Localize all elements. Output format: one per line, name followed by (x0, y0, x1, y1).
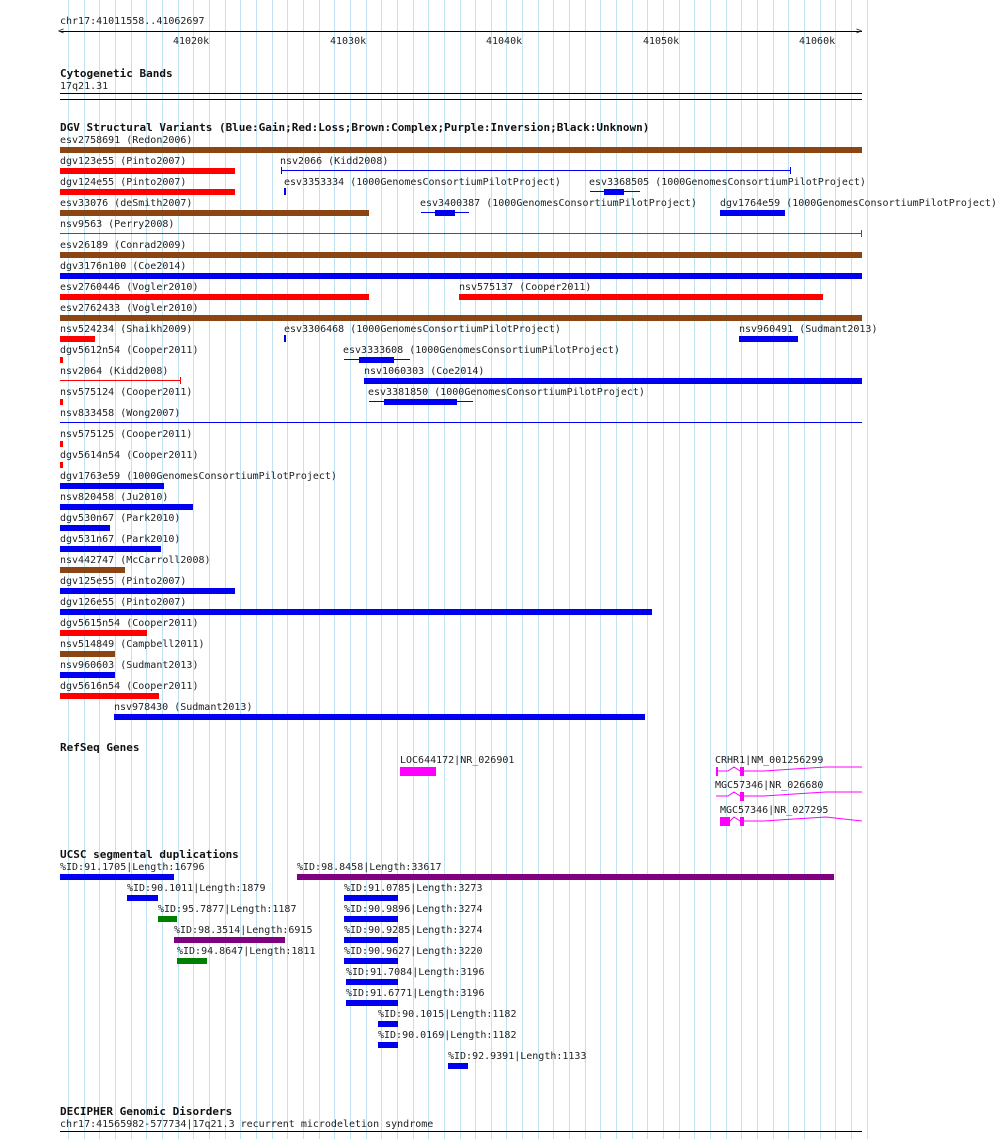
variant-label: nsv514849 (Campbell2011) (60, 639, 205, 650)
gene-intron-path (720, 815, 862, 829)
ruler-tick-label: 41050k (643, 36, 680, 47)
variant-label: esv2762433 (Vogler2010) (60, 303, 199, 314)
segdup-bar[interactable] (344, 937, 398, 943)
refseq-track-title[interactable]: RefSeq Genes (60, 741, 140, 754)
variant-label: esv3368505 (1000GenomesConsortiumPilotProject) (589, 177, 866, 188)
segdup-label: %ID:91.6771|Length:3196 (346, 988, 485, 999)
variant-bar[interactable] (284, 188, 286, 195)
variant-bar[interactable] (60, 273, 862, 279)
variant-label: dgv5616n54 (Cooper2011) (60, 681, 199, 692)
variant-label: dgv5614n54 (Cooper2011) (60, 450, 199, 461)
variant-label: esv3333608 (1000GenomesConsortiumPilotProject) (343, 345, 620, 356)
segdup-bar[interactable] (174, 937, 285, 943)
variant-bar[interactable] (60, 399, 63, 405)
gene-intron-path (716, 790, 862, 804)
decipher-label: chr17:41565982-577734|17q21.3 recurrent microdeletion syndrome (60, 1119, 434, 1130)
variant-bar[interactable] (60, 630, 147, 636)
grid-line (835, 0, 836, 1139)
variant-label: dgv530n67 (Park2010) (60, 513, 181, 524)
variant-line-end (861, 230, 862, 237)
variant-bar[interactable] (60, 546, 161, 552)
segdup-bar[interactable] (344, 958, 398, 964)
segdup-label: %ID:90.1011|Length:1879 (127, 883, 266, 894)
segdup-track-title[interactable]: UCSC segmental duplications (60, 848, 239, 861)
variant-label: esv3381850 (1000GenomesConsortiumPilotProject) (368, 387, 645, 398)
segdup-bar[interactable] (158, 916, 177, 922)
variant-bar[interactable] (60, 651, 115, 657)
segdup-bar[interactable] (127, 895, 158, 901)
variant-bar[interactable] (60, 294, 369, 300)
grid-line (851, 0, 852, 1139)
segdup-label: %ID:92.9391|Length:1133 (448, 1051, 587, 1062)
segdup-bar[interactable] (378, 1021, 398, 1027)
grid-line (820, 0, 821, 1139)
segdup-bar[interactable] (177, 958, 207, 964)
variant-label: nsv2064 (Kidd2008) (60, 366, 169, 377)
variant-line[interactable] (281, 170, 791, 171)
variant-label: esv3353334 (1000GenomesConsortiumPilotProject) (284, 177, 561, 188)
variant-bar[interactable] (60, 252, 862, 258)
variant-bar[interactable] (60, 483, 164, 489)
variant-bar[interactable] (60, 588, 235, 594)
variant-bar[interactable] (60, 147, 862, 153)
cytoband-line (60, 99, 862, 100)
grid-line (867, 0, 868, 1139)
segdup-label: %ID:90.9285|Length:3274 (344, 925, 483, 936)
segdup-label: %ID:98.8458|Length:33617 (297, 862, 442, 873)
variant-label: nsv960491 (Sudmant2013) (739, 324, 878, 335)
segdup-label: %ID:91.7084|Length:3196 (346, 967, 485, 978)
segdup-bar[interactable] (346, 979, 398, 985)
gene-label: MGC57346|NR_026680 (715, 780, 824, 791)
variant-bar[interactable] (604, 189, 624, 195)
segdup-bar[interactable] (60, 874, 174, 880)
ruler-tick-label: 41020k (173, 36, 210, 47)
variant-bar[interactable] (720, 210, 785, 216)
variant-line-end (790, 167, 791, 174)
grid-line (272, 0, 273, 1139)
variant-label: esv33076 (deSmith2007) (60, 198, 193, 209)
decipher-track-title[interactable]: DECIPHER Genomic Disorders (60, 1105, 233, 1118)
cytoband-label: 17q21.31 (60, 81, 109, 92)
ruler-location: chr17:41011558..41062697 (60, 16, 205, 27)
gene-label: LOC644172|NR_026901 (400, 755, 515, 766)
variant-label: nsv2066 (Kidd2008) (280, 156, 389, 167)
variant-label: nsv9563 (Perry2008) (60, 219, 175, 230)
segdup-bar[interactable] (346, 1000, 398, 1006)
variant-label: esv26189 (Conrad2009) (60, 240, 187, 251)
variant-bar[interactable] (384, 399, 457, 405)
variant-bar[interactable] (60, 525, 110, 531)
variant-bar[interactable] (359, 357, 394, 363)
variant-bar[interactable] (60, 168, 235, 174)
variant-label: esv2758691 (Redon2006) (60, 135, 193, 146)
variant-label: nsv978430 (Sudmant2013) (114, 702, 253, 713)
variant-label: dgv125e55 (Pinto2007) (60, 576, 187, 587)
ruler-right-arrow: > (856, 26, 863, 37)
variant-line[interactable] (60, 380, 181, 381)
variant-line[interactable] (60, 422, 862, 423)
variant-bar[interactable] (60, 672, 115, 678)
segdup-label: %ID:95.7877|Length:1187 (158, 904, 297, 915)
ruler-tick-label: 41040k (486, 36, 523, 47)
variant-label: esv3400387 (1000GenomesConsortiumPilotProject) (420, 198, 697, 209)
segdup-bar[interactable] (448, 1063, 468, 1069)
ruler-left-arrow: < (58, 26, 65, 37)
variant-label: nsv960603 (Sudmant2013) (60, 660, 199, 671)
variant-line-end (281, 167, 282, 174)
decipher-line[interactable] (60, 1131, 862, 1132)
segdup-bar[interactable] (297, 874, 834, 880)
variant-bar[interactable] (60, 315, 862, 321)
dgv-track-title[interactable]: DGV Structural Variants (Blue:Gain;Red:Loss;Brown:Complex;Purple:Inversion;Black:Unknown) (60, 121, 650, 134)
variant-label: nsv524234 (Shaikh2009) (60, 324, 193, 335)
variant-label: dgv124e55 (Pinto2007) (60, 177, 187, 188)
segdup-bar[interactable] (378, 1042, 398, 1048)
gene-label: CRHR1|NM_001256299 (715, 755, 824, 766)
variant-bar[interactable] (284, 335, 286, 342)
segdup-label: %ID:91.0785|Length:3273 (344, 883, 483, 894)
variant-label: dgv123e55 (Pinto2007) (60, 156, 187, 167)
variant-label: dgv531n67 (Park2010) (60, 534, 181, 545)
variant-bar[interactable] (60, 462, 63, 468)
variant-bar[interactable] (435, 210, 455, 216)
segdup-label: %ID:90.9627|Length:3220 (344, 946, 483, 957)
variant-bar[interactable] (60, 567, 125, 573)
variant-label: esv3306468 (1000GenomesConsortiumPilotProject) (284, 324, 561, 335)
ruler-tick-label: 41030k (330, 36, 367, 47)
variant-label: dgv3176n100 (Coe2014) (60, 261, 187, 272)
grid-line (804, 0, 805, 1139)
segdup-bar[interactable] (344, 916, 398, 922)
variant-label: dgv5612n54 (Cooper2011) (60, 345, 199, 356)
variant-bar[interactable] (114, 714, 645, 720)
variant-bar[interactable] (739, 336, 798, 342)
variant-bar[interactable] (364, 378, 862, 384)
segdup-bar[interactable] (344, 895, 398, 901)
variant-line-end (180, 377, 181, 384)
ruler-tick-label: 41060k (799, 36, 836, 47)
segdup-label: %ID:90.1015|Length:1182 (378, 1009, 517, 1020)
variant-bar[interactable] (60, 357, 63, 363)
variant-label: nsv575124 (Cooper2011) (60, 387, 193, 398)
variant-bar[interactable] (60, 504, 193, 510)
variant-line[interactable] (60, 233, 862, 234)
variant-label: nsv1060303 (Coe2014) (364, 366, 485, 377)
segdup-label: %ID:90.9896|Length:3274 (344, 904, 483, 915)
gene-exon[interactable] (400, 767, 436, 776)
grid-line (240, 0, 241, 1139)
cytoband-track-title[interactable]: Cytogenetic Bands (60, 67, 173, 80)
segdup-label: %ID:98.3514|Length:6915 (174, 925, 313, 936)
variant-label: dgv126e55 (Pinto2007) (60, 597, 187, 608)
ruler-axis (60, 31, 862, 32)
variant-bar[interactable] (60, 609, 652, 615)
segdup-label: %ID:91.1705|Length:16796 (60, 862, 205, 873)
variant-bar[interactable] (60, 336, 95, 342)
cytoband-line (60, 93, 862, 94)
variant-label: nsv575125 (Cooper2011) (60, 429, 193, 440)
variant-bar[interactable] (60, 189, 235, 195)
variant-label: nsv820458 (Ju2010) (60, 492, 169, 503)
gene-label: MGC57346|NR_027295 (720, 805, 829, 816)
variant-label: esv2760446 (Vogler2010) (60, 282, 199, 293)
variant-label: dgv1763e59 (1000GenomesConsortiumPilotProject) (60, 471, 337, 482)
variant-label: nsv442747 (McCarroll2008) (60, 555, 211, 566)
variant-bar[interactable] (60, 693, 159, 699)
variant-label: dgv5615n54 (Cooper2011) (60, 618, 199, 629)
segdup-label: %ID:94.8647|Length:1811 (177, 946, 316, 957)
segdup-label: %ID:90.0169|Length:1182 (378, 1030, 517, 1041)
variant-bar[interactable] (459, 294, 823, 300)
grid-line (256, 0, 257, 1139)
gene-intron-path (716, 765, 862, 779)
variant-bar[interactable] (60, 210, 369, 216)
variant-label: dgv1764e59 (1000GenomesConsortiumPilotProject) (720, 198, 997, 209)
variant-label: nsv575137 (Cooper2011) (459, 282, 592, 293)
variant-label: nsv833458 (Wong2007) (60, 408, 181, 419)
variant-bar[interactable] (60, 441, 63, 447)
